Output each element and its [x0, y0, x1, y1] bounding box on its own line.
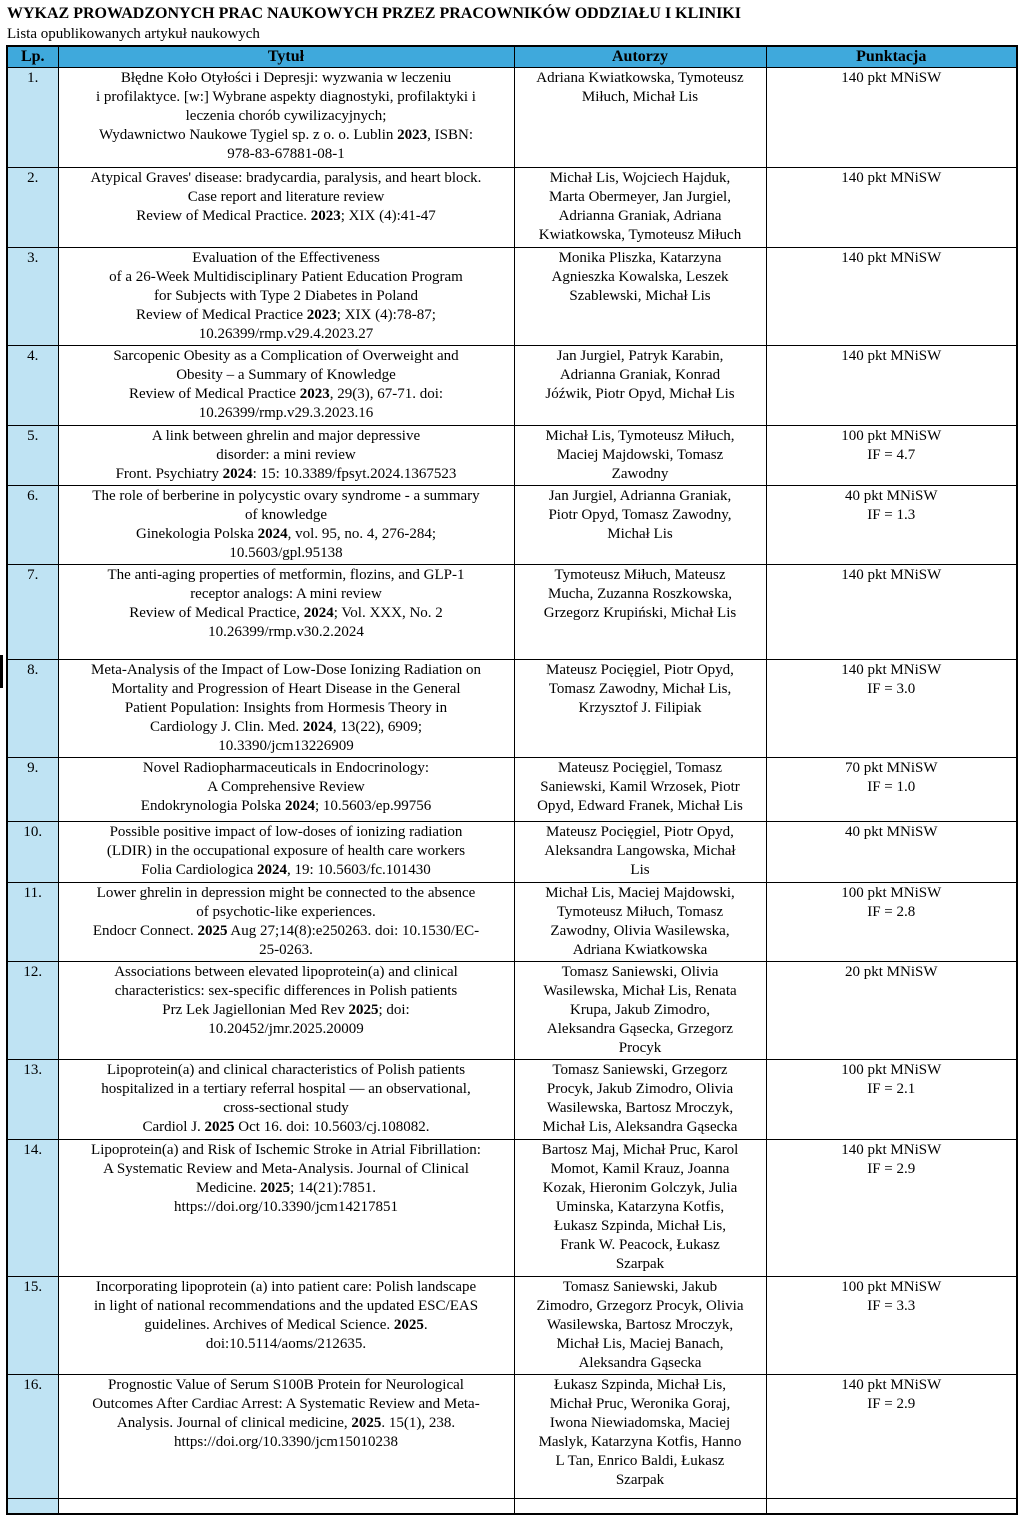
authors-cell: Michał Lis, Maciej Majdowski, Tymoteusz Miłuch, Tomasz Zawodny, Olivia Wasilewska, Adriana Kwiatkowska [514, 882, 766, 961]
authors-cell: Bartosz Maj, Michał Pruc, Karol Momot, Kamil Krauz, Joanna Kozak, Hieronim Golczyk, Julia Uminska, Katarzyna Kotfis, Łukasz Szpinda, Michał Lis, Frank W. Peacock, Łukasz Szarpak [514, 1139, 766, 1276]
table-row [7, 821, 1017, 882]
title-cell: Meta-Analysis of the Impact of Low-Dose Ionizing Radiation on Mortality and Progression of Heart Disease in the General Patient Population: Insights from Hormesis Theory in Cardiology J. Clin. Med. 2024, 13(22), 6909; 10.3390/jcm13226909 [58, 659, 514, 757]
column-header-authors: Autorzy [514, 46, 766, 67]
table-row [7, 1059, 1017, 1139]
points-cell: 140 pkt MNiSW IF = 2.9 [766, 1139, 1017, 1276]
title-cell: Atypical Graves' disease: bradycardia, paralysis, and heart block. Case report and literature review Review of Medical Practice. 2023; XIX (4):41-47 [58, 167, 514, 247]
authors-cell [514, 1498, 766, 1514]
table-row [7, 1374, 1017, 1498]
row-number-cell: 15. [7, 1276, 58, 1374]
points-cell: 140 pkt MNiSW [766, 67, 1017, 167]
row-number-cell: 13. [7, 1059, 58, 1139]
table-row [7, 757, 1017, 821]
authors-cell: Tomasz Saniewski, Olivia Wasilewska, Michał Lis, Renata Krupa, Jakub Zimodro, Aleksandra Gąsecka, Grzegorz Procyk [514, 961, 766, 1059]
row-number-cell: 4. [7, 345, 58, 425]
row-number-cell: 14. [7, 1139, 58, 1276]
points-cell: 140 pkt MNiSW [766, 167, 1017, 247]
title-cell: Lipoprotein(a) and clinical characteristics of Polish patients hospitalized in a tertiary referral hospital — an observational, cross-sectional study Cardiol J. 2025 Oct 16. doi: 10.5603/cj.108082. [58, 1059, 514, 1139]
row-number-cell: 7. [7, 564, 58, 659]
header-row [7, 46, 1017, 67]
publications-table [6, 45, 1018, 1515]
row-number-cell: 5. [7, 425, 58, 485]
column-header-title: Tytuł [58, 46, 514, 67]
row-number-cell: 2. [7, 167, 58, 247]
table-row [7, 659, 1017, 757]
row-number-cell: 3. [7, 247, 58, 345]
title-cell: Sarcopenic Obesity as a Complication of Overweight and Obesity – a Summary of Knowledge Review of Medical Practice 2023, 29(3), 67-71. doi: 10.26399/rmp.v29.3.2023.16 [58, 345, 514, 425]
table-row [7, 167, 1017, 247]
document-title: WYKAZ PROWADZONYCH PRAC NAUKOWYCH PRZEZ PRACOWNIKÓW ODDZIAŁU I KLINIKI [7, 5, 741, 22]
points-cell: 100 pkt MNiSW IF = 3.3 [766, 1276, 1017, 1374]
row-number-cell: 8. [7, 659, 58, 757]
points-cell: 20 pkt MNiSW [766, 961, 1017, 1059]
row-number-cell: 16. [7, 1374, 58, 1498]
points-cell: 140 pkt MNiSW IF = 3.0 [766, 659, 1017, 757]
column-header-lp: Lp. [7, 46, 58, 67]
authors-cell: Adriana Kwiatkowska, Tymoteusz Miłuch, Michał Lis [514, 67, 766, 167]
title-cell: Possible positive impact of low-doses of ionizing radiation (LDIR) in the occupational exposure of health care workers Folia Cardiologica 2024, 19: 10.5603/fc.101430 [58, 821, 514, 882]
title-cell: Lipoprotein(a) and Risk of Ischemic Stroke in Atrial Fibrillation: A Systematic Review and Meta-Analysis. Journal of Clinical Medicine. 2025; 14(21):7851. https://doi.org/10.3390/jcm14217851 [58, 1139, 514, 1276]
row-number-cell: 9. [7, 757, 58, 821]
table-row [7, 882, 1017, 961]
points-cell: 40 pkt MNiSW IF = 1.3 [766, 485, 1017, 564]
table-row [7, 1276, 1017, 1374]
title-cell: The role of berberine in polycystic ovary syndrome - a summary of knowledge Ginekologia Polska 2024, vol. 95, no. 4, 276-284; 10.5603/gpl.95138 [58, 485, 514, 564]
authors-cell: Tomasz Saniewski, Jakub Zimodro, Grzegorz Procyk, Olivia Wasilewska, Bartosz Mroczyk, Michał Lis, Maciej Banach, Aleksandra Gąsecka [514, 1276, 766, 1374]
table-row [7, 247, 1017, 345]
authors-cell: Mateusz Pocięgiel, Piotr Opyd, Tomasz Zawodny, Michał Lis, Krzysztof J. Filipiak [514, 659, 766, 757]
table-row [7, 1498, 1017, 1514]
table-row [7, 345, 1017, 425]
row-number-cell: 6. [7, 485, 58, 564]
table-row [7, 961, 1017, 1059]
points-cell: 100 pkt MNiSW IF = 4.7 [766, 425, 1017, 485]
publications-table-body [7, 67, 1017, 1514]
title-cell: Błędne Koło Otyłości i Depresji: wyzwania w leczeniu i profilaktyce. [w:] Wybrane aspekty diagnostyki, profilaktyki i leczenia chorób cywilizacyjnych; Wydawnictwo Naukowe Tygiel sp. z o. o. Lublin 2023, ISBN: 978-83-67881-08-1 [58, 67, 514, 167]
column-header-points: Punktacja [766, 46, 1017, 67]
points-cell: 140 pkt MNiSW IF = 2.9 [766, 1374, 1017, 1498]
authors-cell: Michał Lis, Tymoteusz Miłuch, Maciej Majdowski, Tomasz Zawodny [514, 425, 766, 485]
title-cell: Incorporating lipoprotein (a) into patient care: Polish landscape in light of national recommendations and the updated ESC/EAS guidelines. Archives of Medical Science. 2025. doi:10.5114/aoms/212635. [58, 1276, 514, 1374]
authors-cell: Tomasz Saniewski, Grzegorz Procyk, Jakub Zimodro, Olivia Wasilewska, Bartosz Mroczyk, Michał Lis, Aleksandra Gąsecka [514, 1059, 766, 1139]
table-row [7, 485, 1017, 564]
points-cell [766, 1498, 1017, 1514]
document-subtitle: Lista opublikowanych artykuł naukowych [7, 26, 260, 42]
title-cell [58, 1498, 514, 1514]
publications-table-header [7, 46, 1017, 67]
authors-cell: Tymoteusz Miłuch, Mateusz Mucha, Zuzanna Roszkowska, Grzegorz Krupiński, Michał Lis [514, 564, 766, 659]
points-cell: 140 pkt MNiSW [766, 247, 1017, 345]
points-cell: 70 pkt MNiSW IF = 1.0 [766, 757, 1017, 821]
title-cell: Associations between elevated lipoprotein(a) and clinical characteristics: sex-specific differences in Polish patients Prz Lek Jagiellonian Med Rev 2025; doi: 10.20452/jmr.2025.20009 [58, 961, 514, 1059]
table-row [7, 67, 1017, 167]
table-row [7, 1139, 1017, 1276]
row-number-cell [7, 1498, 58, 1514]
points-cell: 100 pkt MNiSW IF = 2.1 [766, 1059, 1017, 1139]
authors-cell: Monika Pliszka, Katarzyna Agnieszka Kowalska, Leszek Szablewski, Michał Lis [514, 247, 766, 345]
points-cell: 40 pkt MNiSW [766, 821, 1017, 882]
title-cell: The anti-aging properties of metformin, flozins, and GLP-1 receptor analogs: A mini review Review of Medical Practice, 2024; Vol. XXX, No. 2 10.26399/rmp.v30.2.2024 [58, 564, 514, 659]
title-cell: Prognostic Value of Serum S100B Protein for Neurological Outcomes After Cardiac Arrest: A Systematic Review and Meta- Analysis. Journal of clinical medicine, 2025. 15(1), 238. https://doi.org/10.3390/jcm15010238 [58, 1374, 514, 1498]
points-cell: 140 pkt MNiSW [766, 564, 1017, 659]
authors-cell: Mateusz Pocięgiel, Piotr Opyd, Aleksandra Langowska, Michał Lis [514, 821, 766, 882]
title-cell: A link between ghrelin and major depressive disorder: a mini review Front. Psychiatry 2024: 15: 10.3389/fpsyt.2024.1367523 [58, 425, 514, 485]
table-row [7, 425, 1017, 485]
authors-cell: Jan Jurgiel, Adrianna Graniak, Piotr Opyd, Tomasz Zawodny, Michał Lis [514, 485, 766, 564]
title-cell: Novel Radiopharmaceuticals in Endocrinology: A Comprehensive Review Endokrynologia Polska 2024; 10.5603/ep.99756 [58, 757, 514, 821]
revision-bar [0, 655, 3, 688]
authors-cell: Mateusz Pocięgiel, Tomasz Saniewski, Kamil Wrzosek, Piotr Opyd, Edward Franek, Michał Lis [514, 757, 766, 821]
row-number-cell: 1. [7, 67, 58, 167]
row-number-cell: 11. [7, 882, 58, 961]
authors-cell: Łukasz Szpinda, Michał Lis, Michał Pruc, Weronika Goraj, Iwona Niewiadomska, Maciej Maslyk, Katarzyna Kotfis, Hanno L Tan, Enrico Baldi, Łukasz Szarpak [514, 1374, 766, 1498]
table-row [7, 564, 1017, 659]
row-number-cell: 10. [7, 821, 58, 882]
authors-cell: Michał Lis, Wojciech Hajduk, Marta Obermeyer, Jan Jurgiel, Adrianna Graniak, Adriana Kwiatkowska, Tymoteusz Miłuch [514, 167, 766, 247]
title-cell: Lower ghrelin in depression might be connected to the absence of psychotic-like experiences. Endocr Connect. 2025 Aug 27;14(8):e250263. doi: 10.1530/EC- 25-0263. [58, 882, 514, 961]
row-number-cell: 12. [7, 961, 58, 1059]
points-cell: 100 pkt MNiSW IF = 2.8 [766, 882, 1017, 961]
title-cell: Evaluation of the Effectiveness of a 26-Week Multidisciplinary Patient Education Program for Subjects with Type 2 Diabetes in Poland Review of Medical Practice 2023; XIX (4):78-87; 10.26399/rmp.v29.4.2023.27 [58, 247, 514, 345]
authors-cell: Jan Jurgiel, Patryk Karabin, Adrianna Graniak, Konrad Jóźwik, Piotr Opyd, Michał Lis [514, 345, 766, 425]
points-cell: 140 pkt MNiSW [766, 345, 1017, 425]
